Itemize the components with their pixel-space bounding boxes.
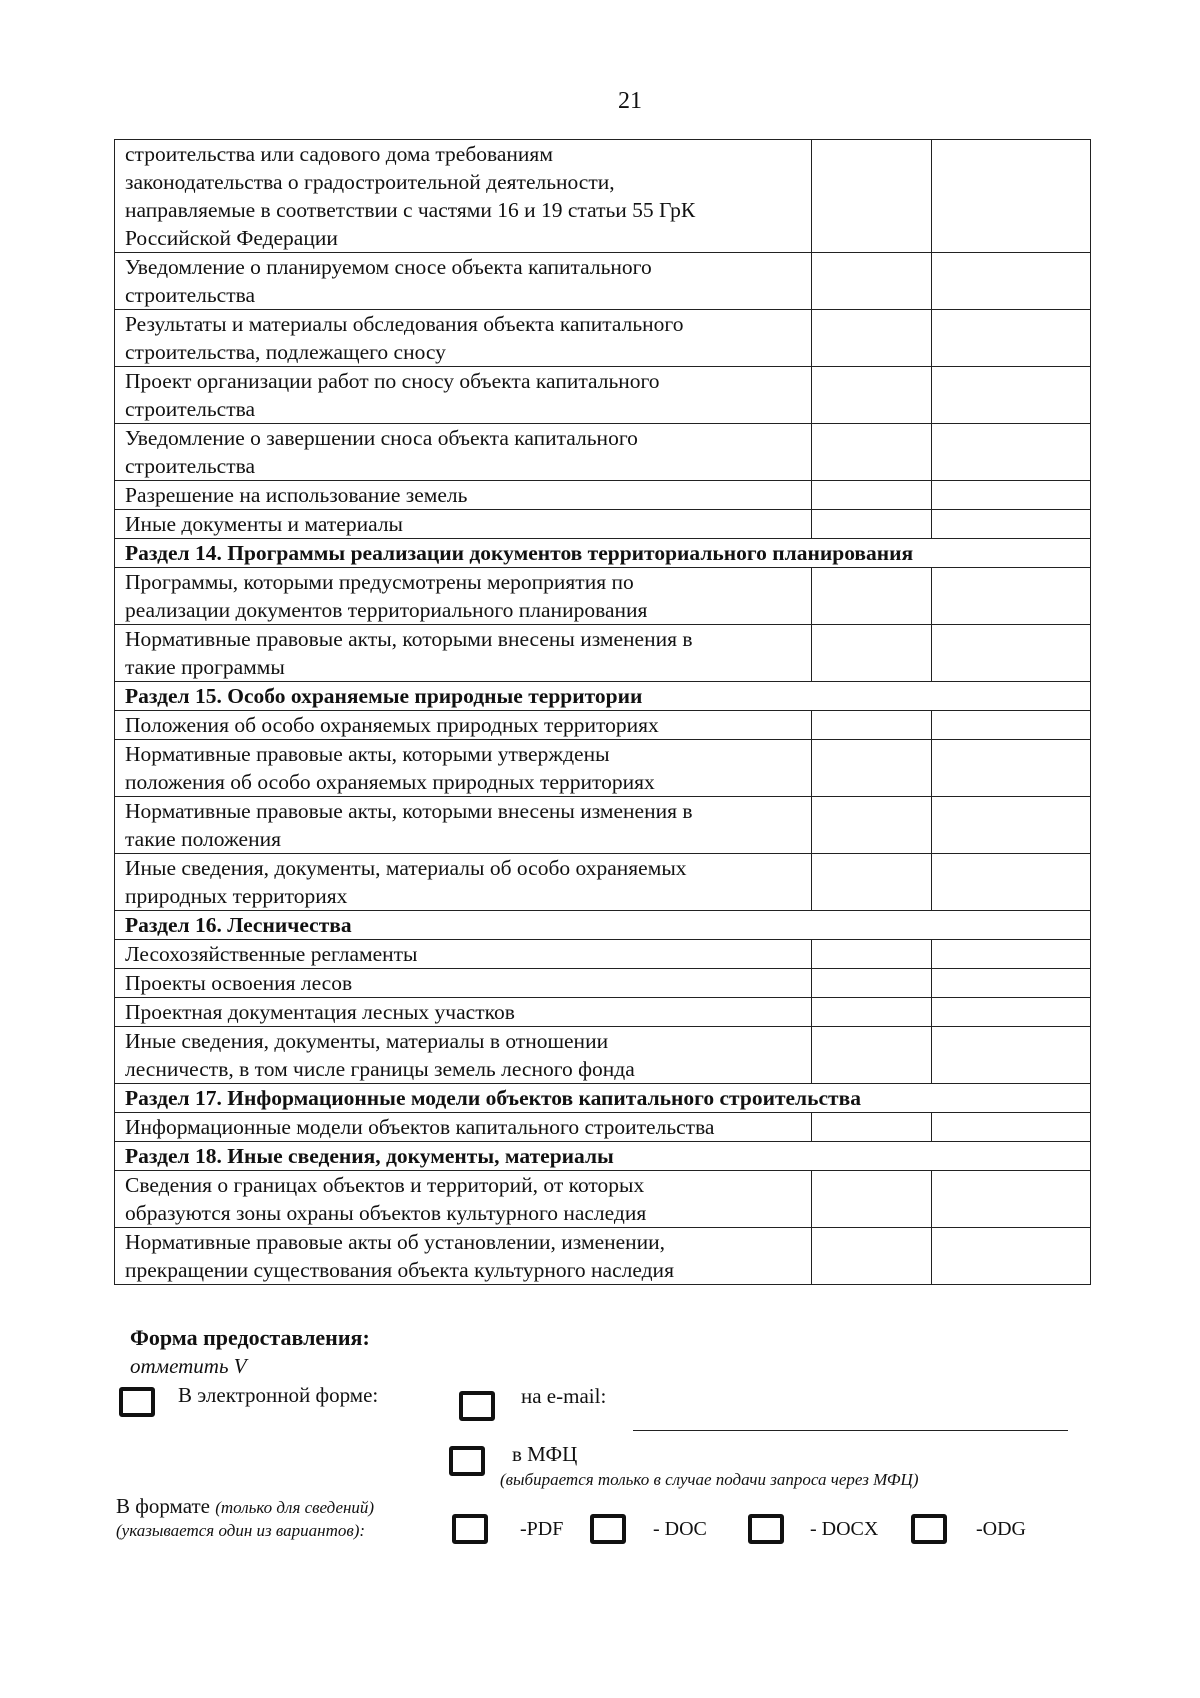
section-header-row [115,911,1091,940]
table-row [115,481,1091,510]
section-title [115,1084,1091,1113]
mark-cell[interactable] [812,367,932,424]
table-row [115,998,1091,1027]
document-name-cell [115,253,812,310]
note-cell[interactable] [932,998,1091,1027]
mark-cell[interactable] [812,481,932,510]
table-row [115,310,1091,367]
document-name-cell [115,1228,812,1285]
section-header-row [115,682,1091,711]
mark-cell[interactable] [812,711,932,740]
section-title-text: Раздел 17. Информационные модели объектов капитального строительства [125,1086,861,1110]
note-cell[interactable] [932,797,1091,854]
document-name-line: такие положения [125,827,282,851]
table-row [115,625,1091,682]
note-cell[interactable] [932,481,1091,510]
document-name-cell [115,568,812,625]
document-name-line: строительства, подлежащего сносу [125,340,446,364]
pdf-label: -PDF [520,1518,564,1540]
docx-checkbox[interactable] [748,1514,784,1544]
document-name-line: Проекты освоения лесов [125,971,353,995]
section-header-row [115,1084,1091,1113]
document-name-line: Уведомление о завершении сноса объекта капитального [125,426,638,450]
odg-checkbox[interactable] [911,1514,947,1544]
email-input-line[interactable] [633,1430,1068,1431]
document-name-cell [115,1113,812,1142]
note-cell[interactable] [932,711,1091,740]
section-header-row [115,1142,1091,1171]
section-title-text: Раздел 15. Особо охраняемые природные территории [125,684,643,708]
table-row [115,854,1091,911]
table-row [115,1228,1091,1285]
document-name-line: Иные сведения, документы, материалы в отношении [125,1029,609,1053]
table-row [115,740,1091,797]
note-cell[interactable] [932,625,1091,682]
note-cell[interactable] [932,1171,1091,1228]
mfc-note: (выбирается только в случае подачи запроса через МФЦ) [500,1470,919,1489]
document-name-line: Разрешение на использование земель [125,483,468,507]
docx-label: - DOCX [810,1518,879,1540]
note-cell[interactable] [932,568,1091,625]
note-cell[interactable] [932,140,1091,253]
mark-cell[interactable] [812,310,932,367]
note-cell[interactable] [932,510,1091,539]
document-name-line: положения об особо охраняемых природных территориях [125,770,655,794]
document-name-line: Иные документы и материалы [125,512,403,536]
note-cell[interactable] [932,940,1091,969]
note-cell[interactable] [932,854,1091,911]
mark-cell[interactable] [812,797,932,854]
mark-cell[interactable] [812,740,932,797]
mark-hint: отметить V [130,1354,247,1378]
document-name-cell [115,1027,812,1084]
mark-cell[interactable] [812,625,932,682]
email-checkbox[interactable] [459,1391,495,1421]
format-note: (указывается один из вариантов): [116,1521,366,1540]
mark-cell[interactable] [812,424,932,481]
table-row [115,140,1091,253]
table-row [115,424,1091,481]
document-name-cell [115,740,812,797]
document-name-line: строительства или садового дома требованиям [125,142,553,166]
document-name-line: Уведомление о планируемом сносе объекта капитального [125,255,652,279]
doc-label: - DOC [653,1518,707,1540]
section-title [115,911,1091,940]
mark-cell[interactable] [812,568,932,625]
document-name-cell [115,940,812,969]
note-cell[interactable] [932,1228,1091,1285]
table-row [115,1171,1091,1228]
document-name-cell [115,797,812,854]
document-name-cell [115,310,812,367]
document-name-line: образуются зоны охраны объектов культурного наследия [125,1201,647,1225]
form-title: Форма предоставления: [130,1325,370,1350]
document-name-line: Иные сведения, документы, материалы об особо охраняемых [125,856,687,880]
document-name-line: Положения об особо охраняемых природных территориях [125,713,659,737]
document-name-line: Проектная документация лесных участков [125,1000,515,1024]
mark-cell[interactable] [812,510,932,539]
section-title [115,1142,1091,1171]
document-name-cell [115,854,812,911]
mark-cell[interactable] [812,854,932,911]
table-row [115,711,1091,740]
document-name-line: Нормативные правовые акты, которыми внесены изменения в [125,799,693,823]
mark-cell[interactable] [812,1171,932,1228]
document-name-cell [115,140,812,253]
mark-cell[interactable] [812,998,932,1027]
document-name-line: Сведения о границах объектов и территорий, от которых [125,1173,645,1197]
mark-cell[interactable] [812,940,932,969]
document-name-cell [115,711,812,740]
pdf-checkbox[interactable] [452,1514,488,1544]
document-name-line: прекращении существования объекта культурного наследия [125,1258,674,1282]
document-name-line: строительства [125,283,256,307]
table-row [115,1027,1091,1084]
document-name-line: Российской Федерации [125,226,338,250]
document-name-line: строительства [125,397,256,421]
email-label: на e-mail: [521,1384,607,1408]
section-header-row [115,539,1091,568]
note-cell[interactable] [932,969,1091,998]
table-row [115,510,1091,539]
table-row [115,969,1091,998]
odg-label: -ODG [976,1518,1026,1540]
document-name-cell [115,510,812,539]
document-name-cell [115,481,812,510]
table-row [115,1113,1091,1142]
documents-table [114,139,1091,1285]
document-name-line: Информационные модели объектов капитального строительства [125,1115,715,1139]
mark-cell[interactable] [812,1228,932,1285]
document-name-line: Нормативные правовые акты об установлении, изменении, [125,1230,666,1254]
table-row [115,568,1091,625]
section-title-text: Раздел 16. Лесничества [125,913,352,937]
document-name-cell [115,998,812,1027]
document-name-line: направляемые в соответствии с частями 16 и 19 статьи 55 ГрК [125,198,696,222]
mark-cell[interactable] [812,1113,932,1142]
document-name-line: Нормативные правовые акты, которыми внесены изменения в [125,627,693,651]
note-cell[interactable] [932,740,1091,797]
table-row [115,797,1091,854]
document-name-cell [115,424,812,481]
document-name-line: Результаты и материалы обследования объекта капитального [125,312,684,336]
table-row [115,940,1091,969]
document-name-line: строительства [125,454,256,478]
electronic-checkbox[interactable] [119,1387,155,1417]
document-name-line: законодательства о градостроительной деятельности, [125,170,615,194]
document-name-line: природных территориях [125,884,348,908]
document-name-cell [115,367,812,424]
format-label: В формате (только для сведений) [116,1494,375,1518]
table-row [115,367,1091,424]
section-title [115,682,1091,711]
document-name-cell [115,1171,812,1228]
document-name-cell [115,969,812,998]
mark-cell[interactable] [812,969,932,998]
document-name-line: Проект организации работ по сносу объекта капитального [125,369,660,393]
note-cell[interactable] [932,310,1091,367]
mark-cell[interactable] [812,1027,932,1084]
note-cell[interactable] [932,1113,1091,1142]
document-name-line: лесничеств, в том числе границы земель лесного фонда [125,1057,635,1081]
document-name-line: Нормативные правовые акты, которыми утверждены [125,742,610,766]
section-title-text: Раздел 14. Программы реализации документов территориального планирования [125,541,914,565]
mark-cell[interactable] [812,140,932,253]
document-name-line: такие программы [125,655,285,679]
note-cell[interactable] [932,424,1091,481]
mark-cell[interactable] [812,253,932,310]
mfc-label: в МФЦ [512,1442,578,1466]
document-name-line: Лесохозяйственные регламенты [125,942,418,966]
note-cell[interactable] [932,1027,1091,1084]
mfc-checkbox[interactable] [449,1446,485,1476]
document-name-line: реализации документов территориального планирования [125,598,648,622]
section-title-text: Раздел 18. Иные сведения, документы, материалы [125,1144,614,1168]
document-name-cell [115,625,812,682]
section-title [115,539,1091,568]
doc-checkbox[interactable] [590,1514,626,1544]
note-cell[interactable] [932,253,1091,310]
page-number: 21 [618,88,642,114]
table-row [115,253,1091,310]
note-cell[interactable] [932,367,1091,424]
document-name-line: Программы, которыми предусмотрены мероприятия по [125,570,634,594]
electronic-label: В электронной форме: [178,1383,379,1407]
